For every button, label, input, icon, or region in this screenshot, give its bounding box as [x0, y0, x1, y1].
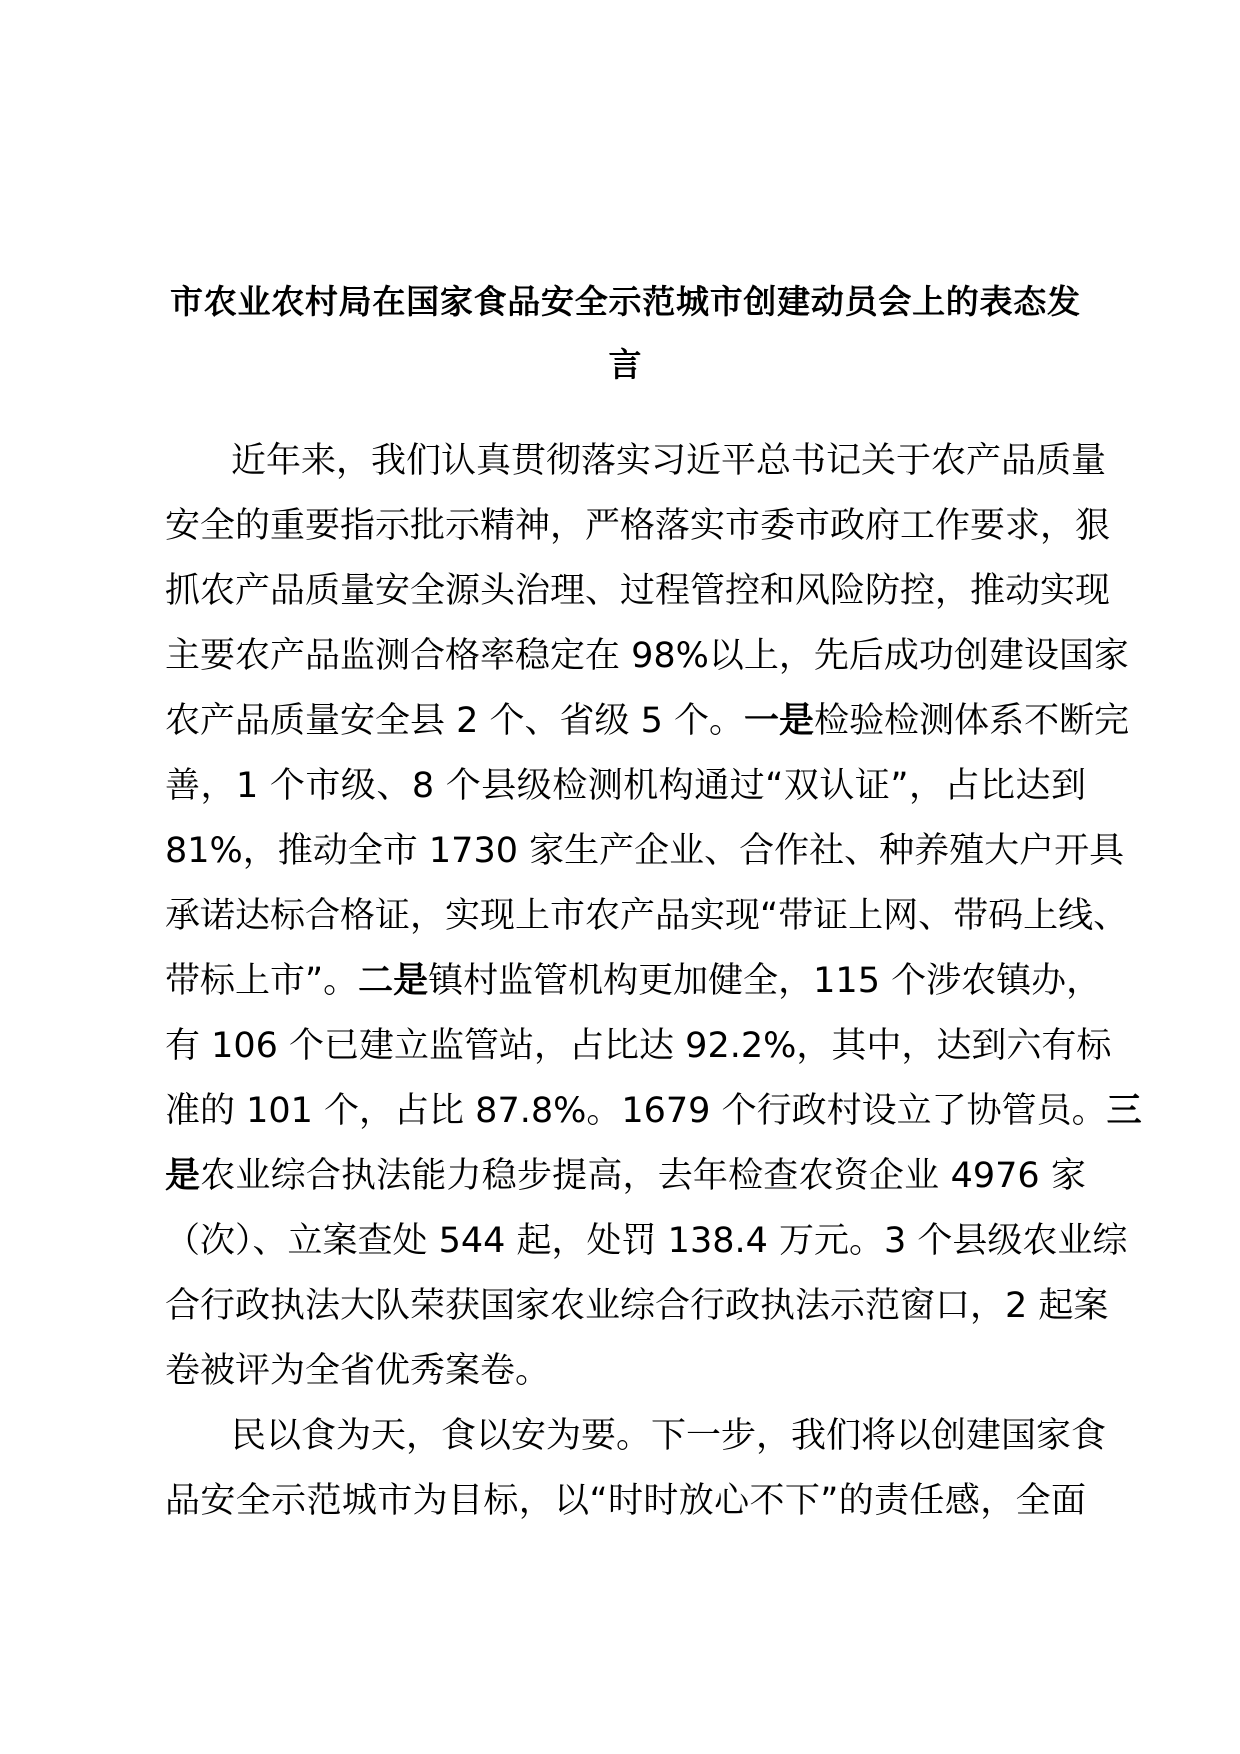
paragraph-line — [165, 624, 1129, 689]
title-line: 市农业农村局在国家食品安全示范城市创建动员会上的表态发 — [170, 282, 1080, 321]
bold-heading-marker: 一是 — [744, 701, 815, 741]
paragraph-line — [165, 1209, 1128, 1274]
text-segment: 抓农产品质量安全源头治理、过程管控和风险防控，推动实现 — [165, 571, 1111, 611]
document-title — [170, 270, 1080, 396]
text-segment: 承诺达标合格证，实现上市农产品实现“带证上网、带码上线、 — [165, 896, 1129, 936]
bold-heading-marker: 三 — [1106, 1091, 1142, 1131]
text-segment: （次）、立案查处 544 起，处罚 138.4 万元。3 个县级农业综 — [165, 1221, 1128, 1261]
text-segment: 镇村监管机构更加健全，115 个涉农镇办， — [428, 961, 1102, 1001]
paragraph-line — [165, 1144, 1086, 1209]
text-segment: 检验检测体系不断完 — [814, 701, 1130, 741]
paragraph-line — [165, 689, 1130, 754]
document-body — [165, 429, 1142, 1534]
text-segment: 农业综合执法能力稳步提高，去年检查农资企业 4976 家 — [200, 1156, 1086, 1196]
paragraph-line — [165, 1469, 1086, 1534]
text-segment: 合行政执法大队荣获国家农业综合行政执法示范窗口，2 起案 — [165, 1286, 1109, 1326]
bold-heading-marker: 二是 — [358, 961, 429, 1001]
text-segment: 有 106 个已建立监管站，占比达 92.2%，其中，达到六有标 — [165, 1026, 1112, 1066]
text-segment: 近年来，我们认真贯彻落实习近平总书记关于农产品质量 — [231, 441, 1107, 481]
title-line: 言 — [608, 345, 642, 384]
paragraph-line — [165, 429, 1107, 494]
paragraph-line — [165, 559, 1111, 624]
text-segment: 安全的重要指示批示精神，严格落实市委市政府工作要求，狠 — [165, 506, 1111, 546]
paragraph-line — [165, 1274, 1109, 1339]
text-segment: 准的 101 个，占比 87.8%。1679 个行政村设立了协管员。 — [165, 1091, 1107, 1131]
text-segment: 卷被评为全省优秀案卷。 — [165, 1351, 551, 1391]
bold-heading-marker: 是 — [165, 1156, 201, 1196]
text-segment: 81%，推动全市 1730 家生产企业、合作社、种养殖大户开具 — [165, 831, 1125, 871]
paragraph-line — [165, 754, 1086, 819]
paragraph-line — [165, 949, 1102, 1014]
text-segment: 民以食为天，食以安为要。下一步，我们将以创建国家食 — [231, 1416, 1107, 1456]
paragraph-line — [165, 1404, 1107, 1469]
paragraph-line — [165, 1014, 1112, 1079]
text-segment: 品安全示范城市为目标，以“时时放心不下”的责任感，全面 — [165, 1481, 1086, 1521]
text-segment: 带标上市”。 — [165, 961, 359, 1001]
paragraph-line — [165, 819, 1125, 884]
paragraph-line — [165, 494, 1111, 559]
text-segment: 善，1 个市级、8 个县级检测机构通过“双认证”，占比达到 — [165, 766, 1086, 806]
paragraph-line — [165, 1339, 1086, 1404]
text-segment: 主要农产品监测合格率稳定在 98%以上，先后成功创建设国家 — [165, 636, 1129, 676]
paragraph-line — [165, 1079, 1142, 1144]
text-segment: 农产品质量安全县 2 个、省级 5 个。 — [165, 701, 745, 741]
paragraph-line — [165, 884, 1129, 949]
